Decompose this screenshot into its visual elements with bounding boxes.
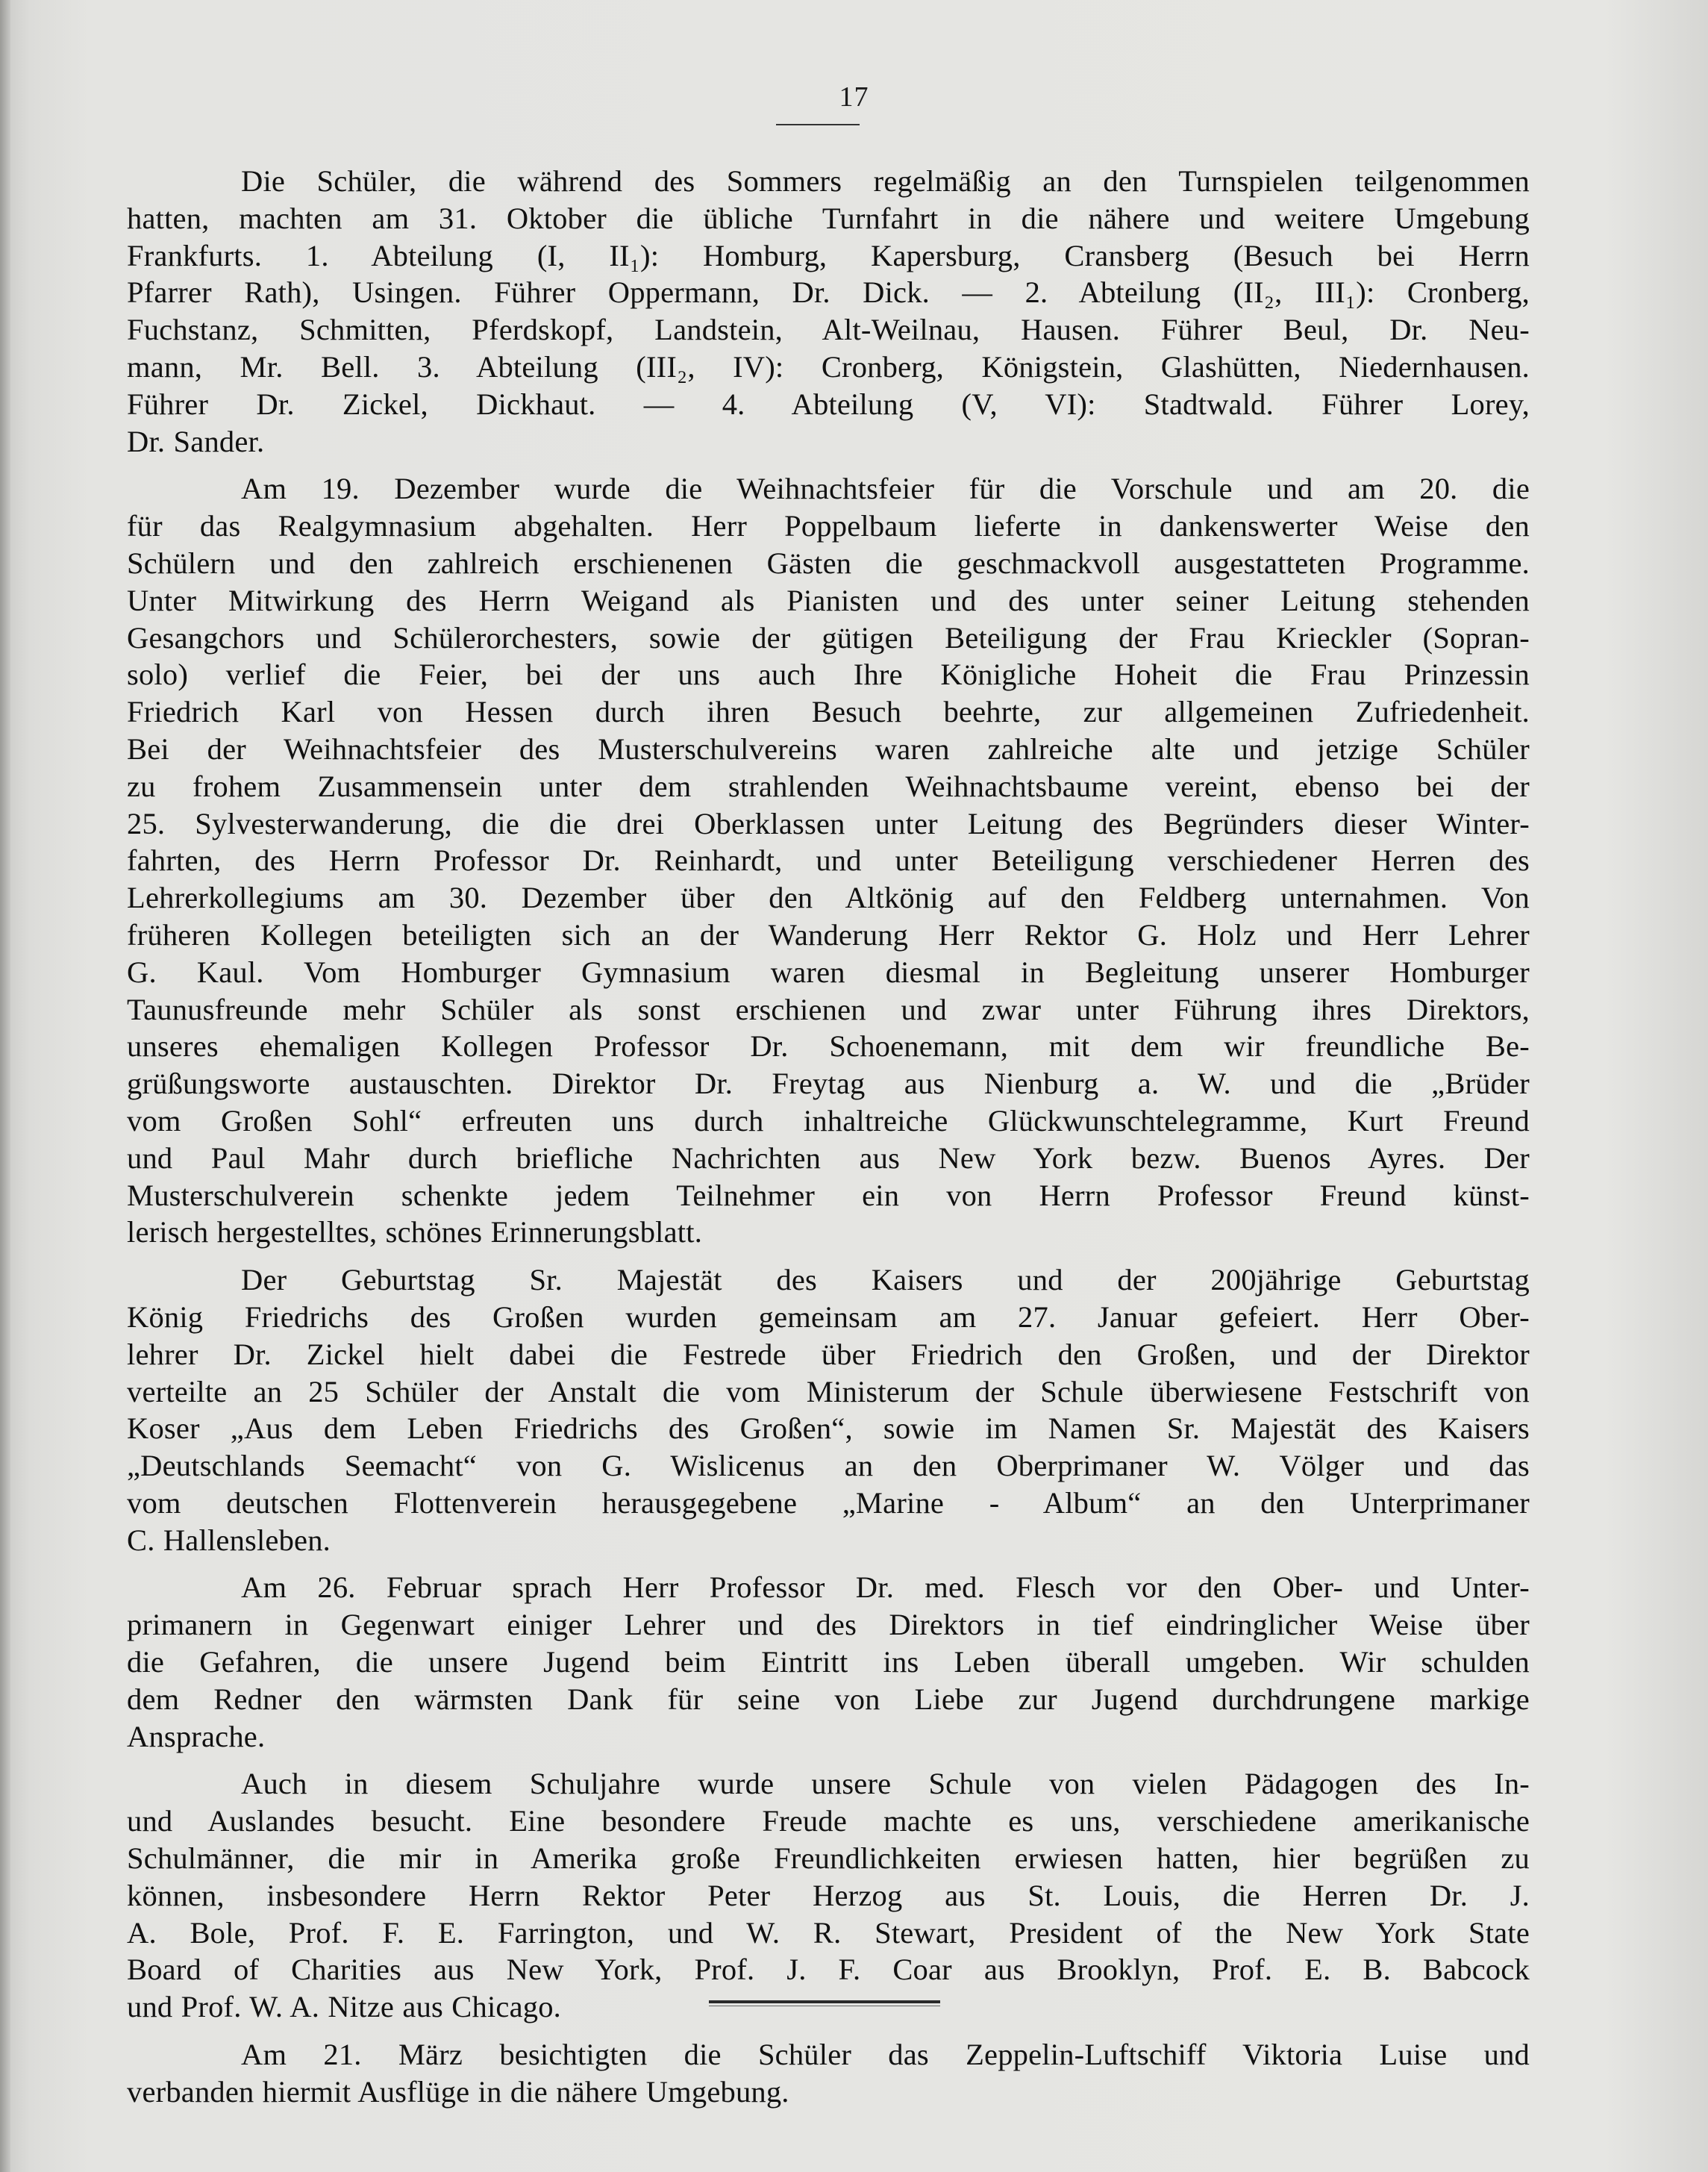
text-line: Bei der Weihnachtsfeier des Musterschulvereins waren zahlreiche alte und jetzige Schüler	[127, 731, 1530, 766]
text-line: Am 26. Februar sprach Herr Professor Dr. med. Flesch vor den Ober- und Unter-	[241, 1570, 1530, 1605]
paragraph-weihnachtsfeier	[127, 470, 1530, 1251]
text-line: früheren Kollegen beteiligten sich an der Wanderung Herr Rektor G. Holz und Herr Lehrer	[127, 917, 1530, 952]
text-line: Am 21. März besichtigten die Schüler das Zeppelin-Luftschiff Viktoria Luise und	[241, 2038, 1530, 2072]
text-line: Die Schüler, die während des Sommers regelmäßig an den Turnspielen teilgenommen	[241, 164, 1530, 198]
text-line: „Deutschlands Seemacht“ von G. Wislicenus an den Oberprimaner W. Völger und das	[127, 1449, 1530, 1483]
text-line: lerisch hergestelltes, schönes Erinnerungsblatt.	[127, 1215, 703, 1249]
text-line: Der Geburtstag Sr. Majestät des Kaisers und der 200jährige Geburtstag	[241, 1263, 1530, 1297]
text-line: unseres ehemaligen Kollegen Professor Dr. Schoenemann, mit dem wir freundliche Be-	[127, 1029, 1530, 1064]
text-line: Koser „Aus dem Leben Friedrichs des Großen“, sowie im Namen Sr. Majestät des Kaisers	[127, 1411, 1530, 1446]
text-line: König Friedrichs des Großen wurden gemeinsam am 27. Januar gefeiert. Herr Ober-	[127, 1299, 1530, 1334]
text-line: primanern in Gegenwart einiger Lehrer und des Direktors in tief eindringlicher Weise über	[127, 1608, 1530, 1642]
text-line: G. Kaul. Vom Homburger Gymnasium waren diesmal in Begleitung unserer Homburger	[127, 955, 1530, 989]
text-line: Musterschulverein schenkte jedem Teilnehmer ein von Herrn Professor Freund künst-	[127, 1178, 1530, 1212]
text-line: Schulmänner, die mir in Amerika große Freundlichkeiten erwiesen hatten, hier begrüßen zu	[127, 1841, 1530, 1876]
text-line: Lehrerkollegiums am 30. Dezember über den Altkönig auf den Feldberg unternahmen. Von	[127, 881, 1530, 915]
text-line: Fuchstanz, Schmitten, Pferdskopf, Landstein, Alt-Weilnau, Hausen. Führer Beul, Dr. Neu-	[127, 313, 1530, 347]
text-line: Schülern und den zahlreich erschienenen Gästen die geschmackvoll ausgestatteten Programme.	[127, 546, 1530, 580]
text-line: Am 19. Dezember wurde die Weihnachtsfeier für die Vorschule und am 20. die	[241, 472, 1530, 506]
text-line: mann, Mr. Bell. 3. Abteilung (III₂, IV): Cronberg, Königstein, Glashütten, Niedernhausen.	[127, 349, 1530, 384]
text-line: dem Redner den wärmsten Dank für seine von Liebe zur Jugend durchdrungene markige	[127, 1682, 1530, 1716]
end-rule	[709, 2000, 940, 2003]
text-line: vom Großen Sohl“ erfreuten uns durch inhaltreiche Glückwunschtelegramme, Kurt Freund	[127, 1103, 1530, 1138]
text-line: Frankfurts. 1. Abteilung (I, II₁): Homburg, Kapersburg, Cransberg (Besuch bei Herrn	[127, 238, 1530, 272]
text-line: Ansprache.	[127, 1719, 266, 1753]
text-line: Taunusfreunde mehr Schüler als sonst erschienen und zwar unter Führung ihres Direktors,	[127, 992, 1530, 1026]
text-line: und Auslandes besucht. Eine besondere Freude machte es uns, verschiedene amerikanische	[127, 1804, 1530, 1838]
text-line: verteilte an 25 Schüler der Anstalt die vom Ministerum der Schule überwiesene Festschrift von	[127, 1374, 1530, 1408]
page-binding-edge	[0, 0, 10, 2172]
text-line: und Paul Mahr durch briefliche Nachrichten aus New York bezw. Buenos Ayres. Der	[127, 1140, 1530, 1175]
text-line: können, insbesondere Herrn Rektor Peter Herzog aus St. Louis, die Herren Dr. J.	[127, 1878, 1530, 1912]
text-line: hatten, machten am 31. Oktober die übliche Turnfahrt in die nähere und weitere Umgebung	[127, 201, 1530, 235]
text-line: Unter Mitwirkung des Herrn Weigand als Pianisten und des unter seiner Leitung stehenden	[127, 583, 1530, 617]
text-line: Gesangchors und Schülerorchesters, sowie der gütigen Beteiligung der Frau Krieckler (Sopran-	[127, 620, 1530, 655]
paragraph-geburtstag	[127, 1261, 1530, 1558]
text-line: für das Realgymnasium abgehalten. Herr Poppelbaum lieferte in dankenswerter Weise den	[127, 509, 1530, 543]
text-line: A. Bole, Prof. F. E. Farrington, und W. R. Stewart, President of the New York State	[127, 1915, 1530, 1950]
text-line: Auch in diesem Schuljahre wurde unsere Schule von vielen Pädagogen des In-	[241, 1767, 1530, 1801]
text-line: Board of Charities aus New York, Prof. J. F. Coar aus Brooklyn, Prof. E. B. Babcock	[127, 1953, 1530, 1987]
text-line: Friedrich Karl von Hessen durch ihren Besuch beehrte, zur allgemeinen Zufriedenheit.	[127, 695, 1530, 729]
text-line: die Gefahren, die unsere Jugend beim Eintritt ins Leben überall umgeben. Wir schulden	[127, 1645, 1530, 1679]
paragraph-flesch	[127, 1569, 1530, 1755]
text-line: Pfarrer Rath), Usingen. Führer Oppermann, Dr. Dick. — 2. Abteilung (II₂, III₁): Cronberg,	[127, 275, 1530, 310]
text-line: 25. Sylvesterwanderung, die die drei Oberklassen unter Leitung des Begründers dieser Winter-	[127, 806, 1530, 840]
text-line: lehrer Dr. Zickel hielt dabei die Festrede über Friedrich den Großen, und der Direktor	[127, 1337, 1530, 1371]
text-line: Dr. Sander.	[127, 424, 265, 458]
text-line: solo) verlief die Feier, bei der uns auch Ihre Königliche Hoheit die Frau Prinzessin	[127, 658, 1530, 692]
text-line: Führer Dr. Zickel, Dickhaut. — 4. Abteilung (V, VI): Stadtwald. Führer Lorey,	[127, 387, 1530, 421]
page-number-rule	[776, 124, 860, 125]
text-line: C. Hallensleben.	[127, 1523, 331, 1557]
text-line: und Prof. W. A. Nitze aus Chicago.	[127, 1990, 561, 2024]
page-number: 17	[839, 81, 869, 113]
paragraph-turnfahrt	[127, 163, 1530, 460]
paragraph-besuch	[127, 1765, 1530, 2026]
body-text	[127, 163, 1530, 2111]
text-line: zu frohem Zusammensein unter dem strahlenden Weihnachtsbaume vereint, ebenso bei der	[127, 769, 1530, 803]
paragraph-zeppelin	[127, 2036, 1530, 2111]
text-line: grüßungsworte austauschten. Direktor Dr. Freytag aus Nienburg a. W. und die „Brüder	[127, 1067, 1530, 1101]
text-line: verbanden hiermit Ausflüge in die nähere Umgebung.	[127, 2074, 789, 2109]
text-line: fahrten, des Herrn Professor Dr. Reinhardt, und unter Beteiligung verschiedener Herren des	[127, 843, 1530, 878]
text-line: vom deutschen Flottenverein herausgegebene „Marine - Album“ an den Unterprimaner	[127, 1485, 1530, 1520]
